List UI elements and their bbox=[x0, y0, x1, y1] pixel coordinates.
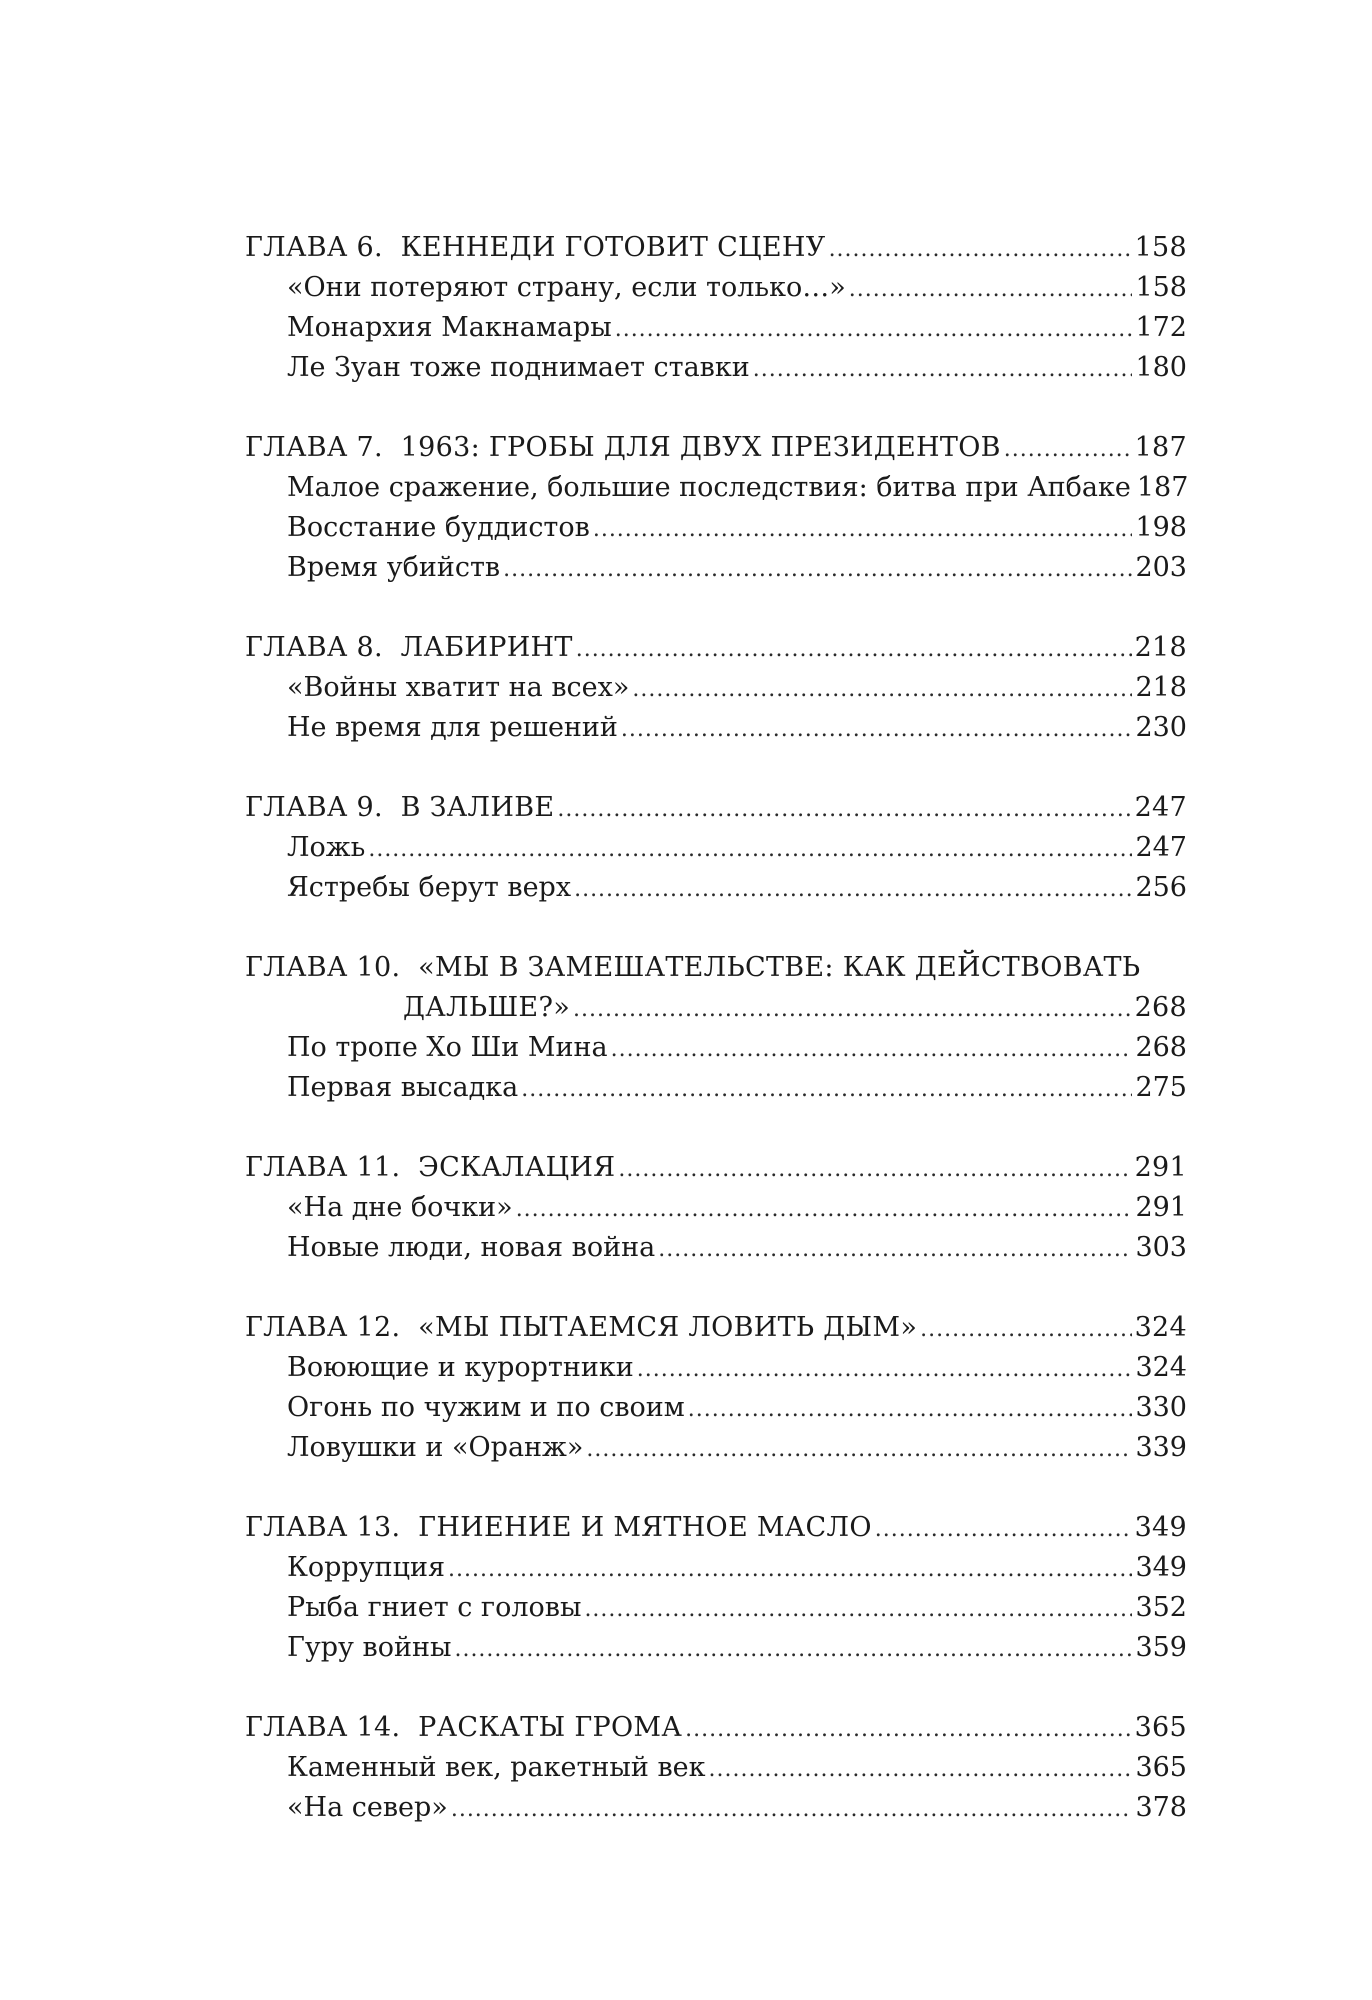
page-number: 349 bbox=[1135, 1552, 1187, 1583]
dot-leader bbox=[454, 1630, 1132, 1670]
section-entry[interactable] bbox=[245, 1748, 1187, 1788]
chapter-label: ГЛАВА 7. bbox=[245, 432, 383, 463]
section-title: Ложь bbox=[287, 832, 366, 863]
section-entry[interactable] bbox=[245, 1068, 1187, 1108]
section-title: Восстание буддистов bbox=[287, 512, 590, 543]
label-gap bbox=[383, 628, 401, 668]
dot-leader bbox=[875, 1510, 1132, 1550]
chapter-block bbox=[245, 1508, 1187, 1668]
section-entry[interactable] bbox=[245, 308, 1187, 348]
chapter-heading[interactable] bbox=[245, 788, 1187, 828]
page-number: 359 bbox=[1135, 1632, 1187, 1663]
page-number: 203 bbox=[1135, 552, 1187, 583]
page-number: 180 bbox=[1135, 352, 1187, 383]
dot-leader bbox=[1004, 430, 1132, 470]
dot-leader bbox=[593, 510, 1133, 550]
section-entry[interactable] bbox=[245, 1588, 1187, 1628]
chapter-block bbox=[245, 228, 1187, 388]
page-number: 303 bbox=[1135, 1232, 1187, 1263]
section-entry[interactable] bbox=[245, 868, 1187, 908]
dot-leader bbox=[521, 1070, 1132, 1110]
page-number: 268 bbox=[1134, 992, 1187, 1023]
chapter-title: ГНИЕНИЕ И МЯТНОЕ МАСЛО bbox=[418, 1512, 872, 1543]
dot-leader bbox=[920, 1310, 1131, 1350]
section-title: Ле Зуан тоже поднимает ставки bbox=[287, 352, 750, 383]
section-entry[interactable] bbox=[245, 548, 1187, 588]
section-title: «Они потеряют страну, если только…» bbox=[287, 272, 846, 303]
dot-leader bbox=[709, 1750, 1133, 1790]
chapter-heading[interactable] bbox=[245, 1508, 1187, 1548]
section-entry[interactable] bbox=[245, 1228, 1187, 1268]
dot-leader bbox=[586, 1430, 1132, 1470]
chapter-title: «МЫ В ЗАМЕШАТЕЛЬСТВЕ: КАК ДЕЙСТВОВАТЬ bbox=[418, 952, 1141, 983]
page-number: 256 bbox=[1135, 872, 1187, 903]
section-entry[interactable] bbox=[245, 1348, 1187, 1388]
page-number: 268 bbox=[1135, 1032, 1187, 1063]
chapter-heading-continued[interactable] bbox=[245, 988, 1187, 1028]
page-number: 187 bbox=[1134, 432, 1187, 463]
page-number: 352 bbox=[1135, 1592, 1187, 1623]
label-gap bbox=[383, 428, 401, 468]
section-title: Ястребы берут верх bbox=[287, 872, 572, 903]
dot-leader bbox=[584, 1590, 1132, 1630]
section-entry[interactable] bbox=[245, 468, 1187, 508]
section-title: Монархия Макнамары bbox=[287, 312, 612, 343]
page-number: 230 bbox=[1135, 712, 1187, 743]
chapter-title: РАСКАТЫ ГРОМА bbox=[418, 1712, 683, 1743]
dot-leader bbox=[753, 350, 1133, 390]
section-entry[interactable] bbox=[245, 508, 1187, 548]
page-number: 365 bbox=[1135, 1752, 1187, 1783]
chapter-label: ГЛАВА 13. bbox=[245, 1512, 401, 1543]
page-number: 158 bbox=[1135, 272, 1187, 303]
chapter-title: 1963: ГРОБЫ ДЛЯ ДВУХ ПРЕЗИДЕНТОВ bbox=[400, 432, 1001, 463]
page-number: 247 bbox=[1135, 832, 1187, 863]
section-title: «Войны хватит на всех» bbox=[287, 672, 630, 703]
chapter-label: ГЛАВА 10. bbox=[245, 952, 401, 983]
section-title: Ловушки и «Оранж» bbox=[287, 1432, 584, 1463]
chapter-label: ГЛАВА 14. bbox=[245, 1712, 401, 1743]
chapter-label: ГЛАВА 12. bbox=[245, 1312, 401, 1343]
chapter-heading[interactable] bbox=[245, 1148, 1187, 1188]
dot-leader bbox=[516, 1190, 1133, 1230]
chapter-label: ГЛАВА 11. bbox=[245, 1152, 401, 1183]
page-number: 172 bbox=[1135, 312, 1187, 343]
section-entry[interactable] bbox=[245, 348, 1187, 388]
section-entry[interactable] bbox=[245, 1428, 1187, 1468]
chapter-heading[interactable] bbox=[245, 228, 1187, 268]
chapter-label: ГЛАВА 6. bbox=[245, 232, 383, 263]
section-title: Малое сражение, большие последствия: битва при Апбаке bbox=[287, 472, 1131, 503]
dot-leader bbox=[658, 1230, 1132, 1270]
section-title: Каменный век, ракетный век bbox=[287, 1752, 706, 1783]
page-number: 324 bbox=[1134, 1312, 1187, 1343]
label-gap bbox=[400, 1708, 418, 1748]
section-title: По тропе Хо Ши Мина bbox=[287, 1032, 608, 1063]
section-entry[interactable] bbox=[245, 1788, 1187, 1828]
chapter-title: В ЗАЛИВЕ bbox=[400, 792, 555, 823]
dot-leader bbox=[448, 1550, 1132, 1590]
chapter-title: «МЫ ПЫТАЕМСЯ ЛОВИТЬ ДЫМ» bbox=[418, 1312, 918, 1343]
chapter-heading[interactable] bbox=[245, 1708, 1187, 1748]
section-title: Не время для решений bbox=[287, 712, 618, 743]
chapter-block bbox=[245, 1308, 1187, 1468]
label-gap bbox=[383, 228, 401, 268]
section-title: Время убийств bbox=[287, 552, 501, 583]
section-entry[interactable] bbox=[245, 1628, 1187, 1668]
page-number: 291 bbox=[1135, 1192, 1187, 1223]
page-number: 247 bbox=[1134, 792, 1187, 823]
section-title: Огонь по чужим и по своим bbox=[287, 1392, 685, 1423]
dot-leader bbox=[685, 1710, 1131, 1750]
label-gap bbox=[400, 948, 418, 988]
chapter-block bbox=[245, 1708, 1187, 1828]
chapter-heading[interactable] bbox=[245, 1308, 1187, 1348]
dot-leader bbox=[829, 230, 1132, 270]
page-number: 339 bbox=[1135, 1432, 1187, 1463]
section-title: Новые люди, новая война bbox=[287, 1232, 656, 1263]
dot-leader bbox=[632, 670, 1132, 710]
dot-leader bbox=[849, 270, 1133, 310]
dot-leader bbox=[615, 310, 1133, 350]
page-number: 324 bbox=[1135, 1352, 1187, 1383]
page-number: 275 bbox=[1135, 1072, 1187, 1103]
dot-leader bbox=[621, 710, 1133, 750]
label-gap bbox=[400, 1308, 418, 1348]
chapter-title: КЕННЕДИ ГОТОВИТ СЦЕНУ bbox=[400, 232, 826, 263]
section-entry[interactable] bbox=[245, 268, 1187, 308]
chapter-heading[interactable] bbox=[245, 628, 1187, 668]
page-number: 378 bbox=[1135, 1792, 1187, 1823]
label-gap bbox=[383, 788, 401, 828]
chapter-heading[interactable] bbox=[245, 948, 1187, 988]
chapter-block bbox=[245, 628, 1187, 748]
section-title: Гуру войны bbox=[287, 1632, 452, 1663]
table-of-contents bbox=[245, 228, 1187, 1868]
chapter-label: ГЛАВА 8. bbox=[245, 632, 383, 663]
dot-leader bbox=[574, 870, 1132, 910]
section-title: Воюющие и курортники bbox=[287, 1352, 634, 1383]
label-gap bbox=[400, 1148, 418, 1188]
section-entry[interactable] bbox=[245, 1188, 1187, 1228]
chapter-label: ГЛАВА 9. bbox=[245, 792, 383, 823]
page-number: 291 bbox=[1134, 1152, 1187, 1183]
page-number: 158 bbox=[1134, 232, 1187, 263]
section-entry[interactable] bbox=[245, 668, 1187, 708]
dot-leader bbox=[637, 1350, 1133, 1390]
page-number: 349 bbox=[1134, 1512, 1187, 1543]
page-number: 365 bbox=[1134, 1712, 1187, 1743]
section-title: Рыба гниет с головы bbox=[287, 1592, 582, 1623]
dot-leader bbox=[503, 550, 1132, 590]
section-title: «На север» bbox=[287, 1792, 448, 1823]
chapter-block bbox=[245, 948, 1187, 1108]
section-entry[interactable] bbox=[245, 828, 1187, 868]
label-gap bbox=[400, 1508, 418, 1548]
section-entry[interactable] bbox=[245, 1388, 1187, 1428]
section-title: «На дне бочки» bbox=[287, 1192, 513, 1223]
dot-leader bbox=[611, 1030, 1133, 1070]
chapter-block bbox=[245, 428, 1187, 588]
chapter-block bbox=[245, 788, 1187, 908]
page-number: 198 bbox=[1135, 512, 1187, 543]
page-number: 187 bbox=[1136, 472, 1189, 503]
dot-leader bbox=[576, 630, 1132, 670]
chapter-title: ЛАБИРИНТ bbox=[400, 632, 573, 663]
chapter-title-continued: ДАЛЬШЕ?» bbox=[403, 992, 571, 1023]
page-number: 218 bbox=[1134, 632, 1187, 663]
section-entry[interactable] bbox=[245, 1028, 1187, 1068]
dot-leader bbox=[368, 830, 1132, 870]
dot-leader bbox=[618, 1150, 1131, 1190]
dot-leader bbox=[573, 990, 1132, 1030]
chapter-block bbox=[245, 1148, 1187, 1268]
section-title: Коррупция bbox=[287, 1552, 445, 1583]
page-number: 330 bbox=[1135, 1392, 1187, 1423]
page-number: 218 bbox=[1135, 672, 1187, 703]
section-entry[interactable] bbox=[245, 708, 1187, 748]
section-title: Первая высадка bbox=[287, 1072, 519, 1103]
section-entry[interactable] bbox=[245, 1548, 1187, 1588]
dot-leader bbox=[688, 1390, 1133, 1430]
dot-leader bbox=[451, 1790, 1133, 1830]
chapter-heading[interactable] bbox=[245, 428, 1187, 468]
dot-leader bbox=[557, 790, 1131, 830]
chapter-title: ЭСКАЛАЦИЯ bbox=[418, 1152, 616, 1183]
